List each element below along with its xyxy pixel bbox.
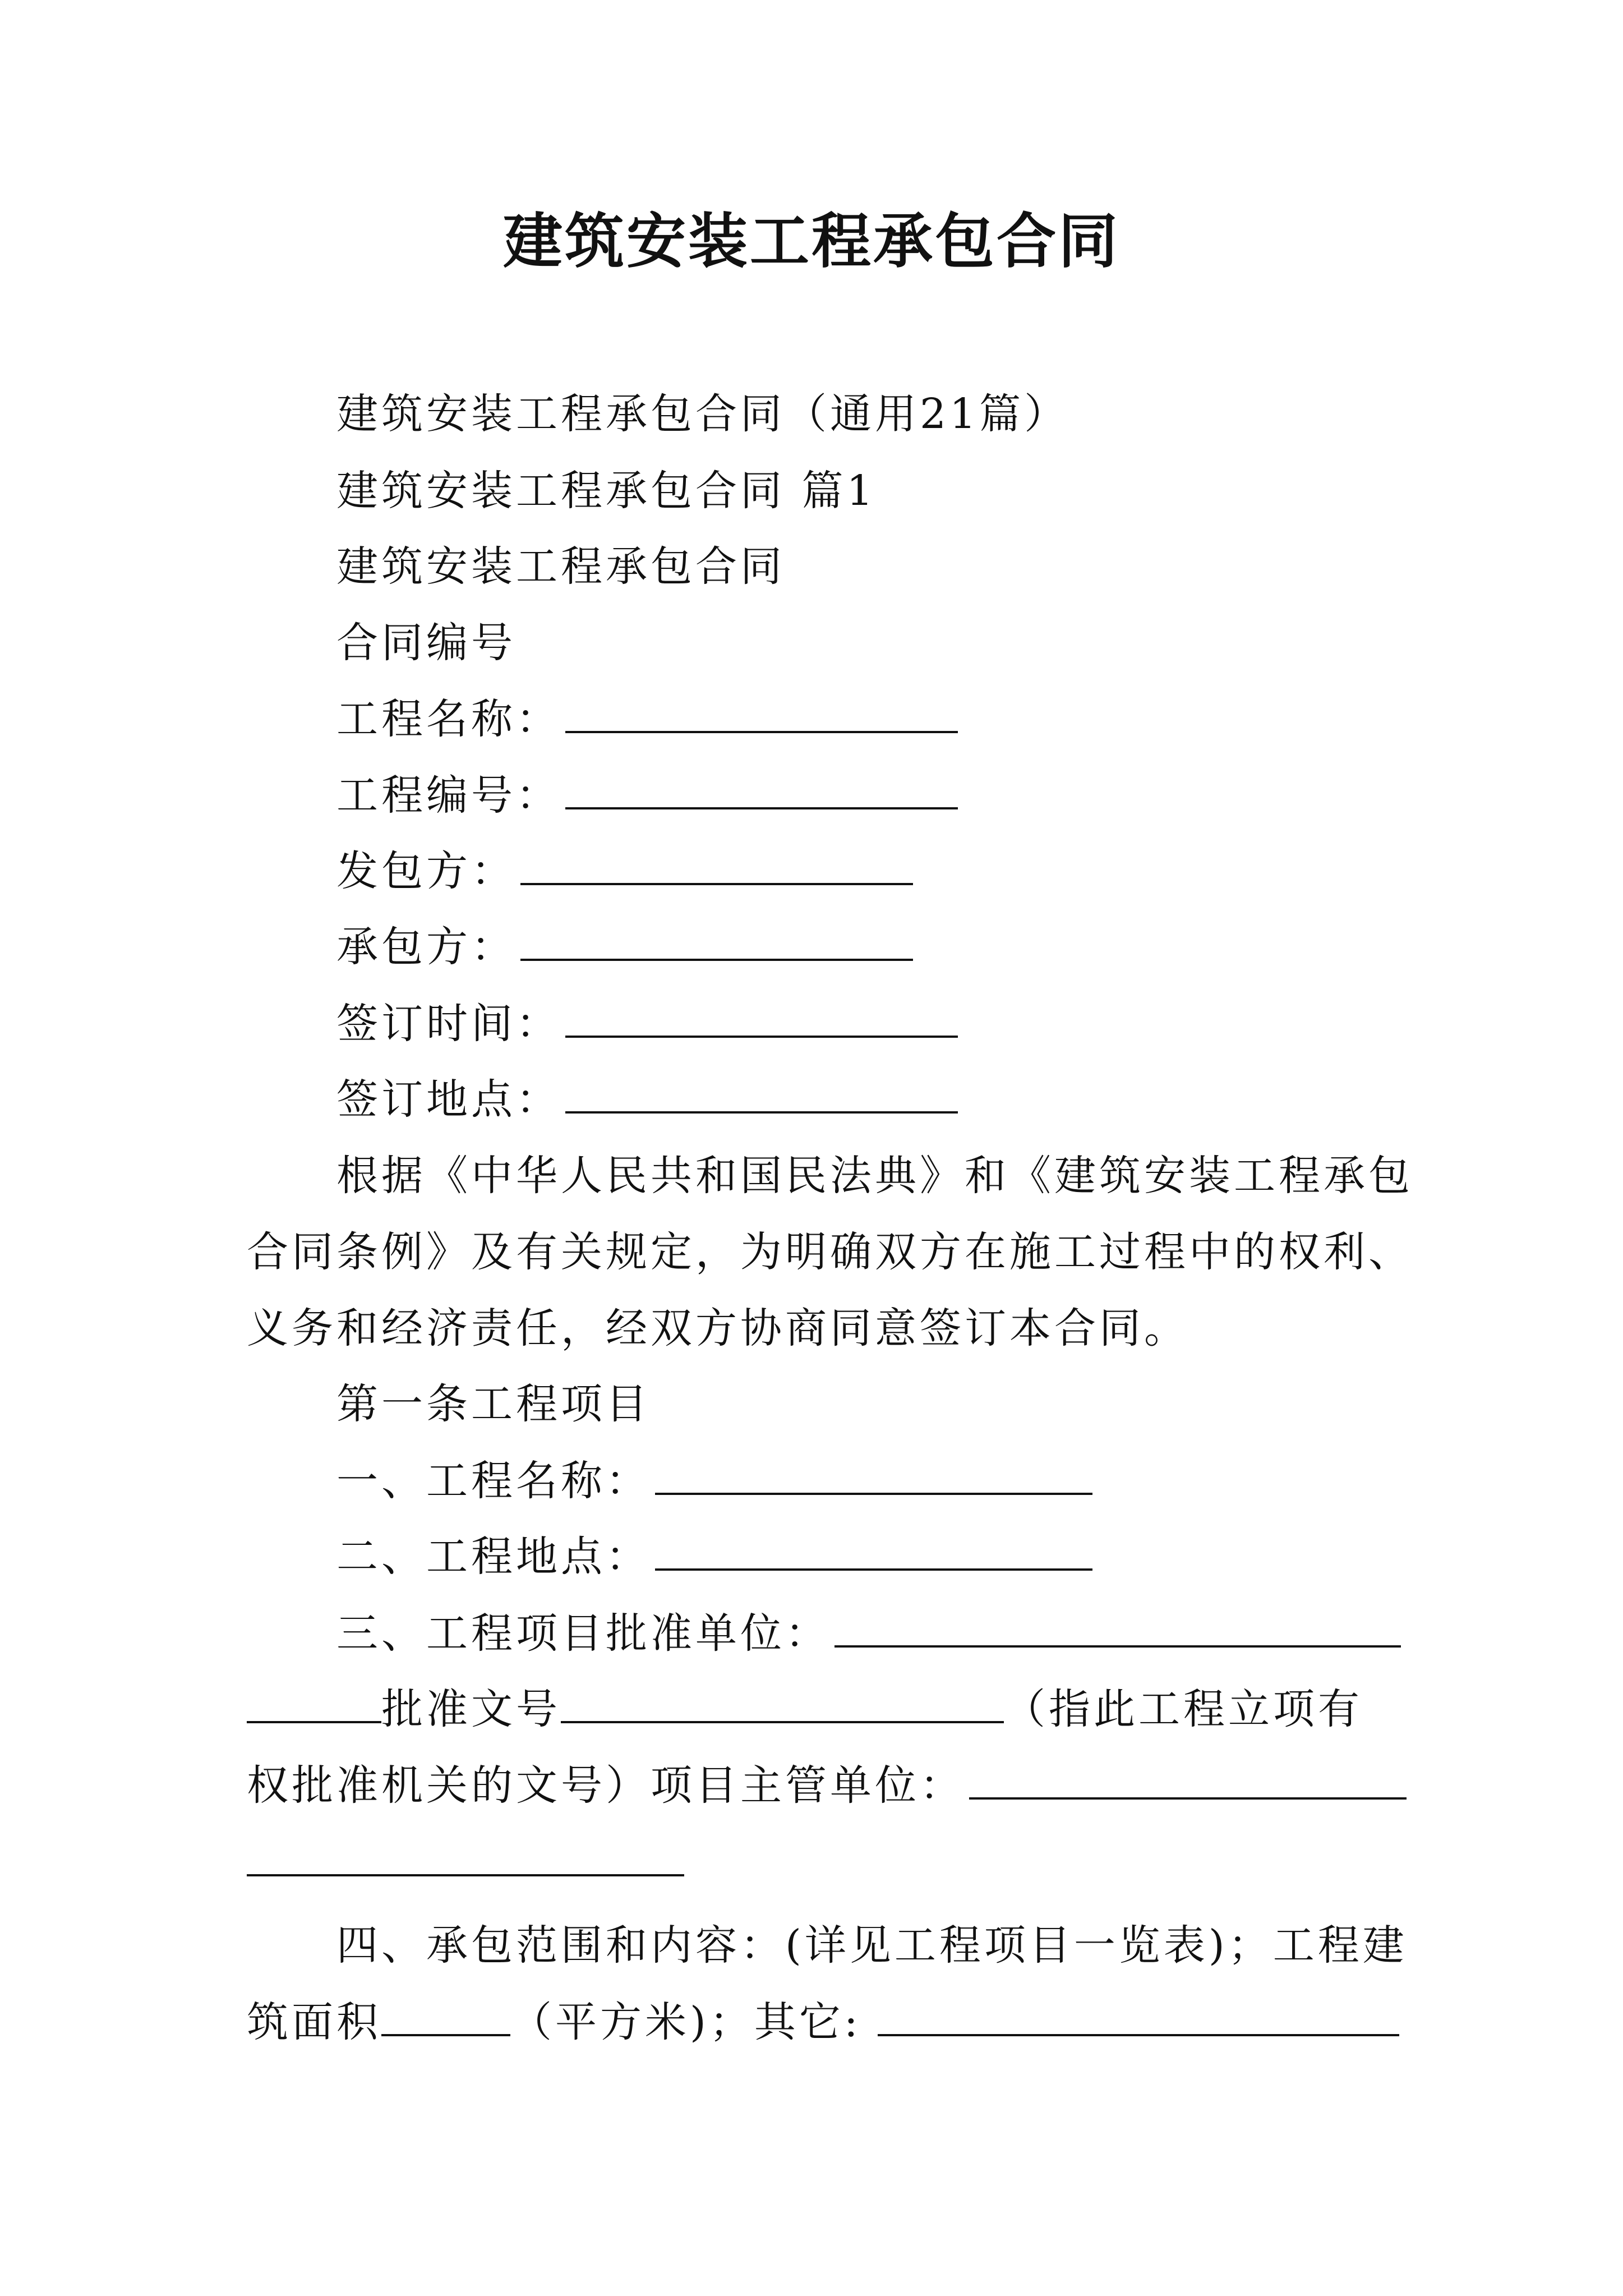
article1-item1-label: 一、工程名称： bbox=[336, 1457, 651, 1505]
field-contractor bbox=[336, 919, 913, 975]
document-title: 建筑安装工程承包合同 bbox=[503, 206, 1120, 276]
field-project-name-blank[interactable] bbox=[565, 694, 958, 733]
article1-item3 bbox=[336, 1605, 1401, 1662]
article1-item3-supervisor bbox=[247, 1757, 1407, 1814]
field-employer-blank[interactable] bbox=[520, 846, 913, 885]
field-project-number-blank[interactable] bbox=[565, 770, 958, 809]
article1-item2-label: 二、工程地点： bbox=[336, 1533, 651, 1581]
article1-heading: 第一条工程项目 bbox=[336, 1380, 651, 1428]
article1-item3-supervisor-cont bbox=[247, 1834, 684, 1890]
contract-number-label: 合同编号 bbox=[336, 619, 516, 667]
article1-item3-approval-label: 批准文号 bbox=[381, 1685, 561, 1733]
article1-item4-other-label: （平方米)；其它: bbox=[510, 1998, 878, 2046]
field-project-number bbox=[336, 767, 958, 823]
preamble-line-3: 义务和经济责任，经双方协商同意签订本合同。 bbox=[247, 1304, 1189, 1352]
article1-item3-unit-blank[interactable] bbox=[834, 1608, 1401, 1648]
field-sign-time-blank[interactable] bbox=[565, 999, 958, 1038]
article1-item4-area-blank[interactable] bbox=[381, 1997, 510, 2036]
article1-item4-line2 bbox=[247, 1994, 1399, 2050]
field-sign-time bbox=[336, 996, 958, 1052]
article1-item3-label: 三、工程项目批准单位： bbox=[336, 1609, 830, 1658]
field-project-name bbox=[336, 691, 958, 747]
article1-item3-note-b: 权批准机关的文号）项目主管单位： bbox=[247, 1761, 965, 1810]
field-project-name-label: 工程名称： bbox=[336, 695, 561, 743]
article1-item3-unit-blank-cont[interactable] bbox=[247, 1684, 381, 1723]
article1-item2 bbox=[336, 1529, 1092, 1585]
field-contractor-label: 承包方： bbox=[336, 923, 516, 971]
preamble-line-1: 根据《中华人民共和国民法典》和《建筑安装工程承包 bbox=[336, 1152, 1413, 1200]
article1-item3-approval-blank[interactable] bbox=[561, 1684, 1004, 1723]
article1-item3-supervisor-blank[interactable] bbox=[969, 1760, 1407, 1800]
article1-item3-approval bbox=[247, 1681, 1363, 1737]
part-heading: 建筑安装工程承包合同 篇1 bbox=[336, 467, 877, 515]
field-project-number-label: 工程编号： bbox=[336, 771, 561, 820]
field-sign-place-blank[interactable] bbox=[565, 1074, 958, 1114]
article1-item4-other-blank[interactable] bbox=[878, 1997, 1399, 2036]
article1-item1-blank[interactable] bbox=[655, 1456, 1092, 1495]
article1-item2-blank[interactable] bbox=[655, 1531, 1092, 1571]
article1-item3-note-a: （指此工程立项有 bbox=[1004, 1685, 1363, 1733]
field-employer bbox=[336, 843, 913, 899]
contract-heading: 建筑安装工程承包合同 bbox=[336, 542, 785, 591]
field-sign-place-label: 签订地点： bbox=[336, 1075, 561, 1124]
article1-item3-supervisor-blank-cont[interactable] bbox=[247, 1837, 684, 1876]
article1-item4-line1: 四、承包范围和内容：(详见工程项目一览表)；工程建 bbox=[336, 1921, 1408, 1970]
document-subtitle: 建筑安装工程承包合同（通用21篇） bbox=[336, 390, 1069, 438]
article1-item4-area-label: 筑面积 bbox=[247, 1998, 381, 2046]
article1-item1 bbox=[336, 1453, 1092, 1509]
field-sign-place bbox=[336, 1071, 958, 1128]
field-sign-time-label: 签订时间： bbox=[336, 1000, 561, 1048]
field-employer-label: 发包方： bbox=[336, 847, 516, 895]
preamble-line-2: 合同条例》及有关规定，为明确双方在施工过程中的权利、 bbox=[247, 1228, 1413, 1276]
field-contractor-blank[interactable] bbox=[520, 922, 913, 961]
